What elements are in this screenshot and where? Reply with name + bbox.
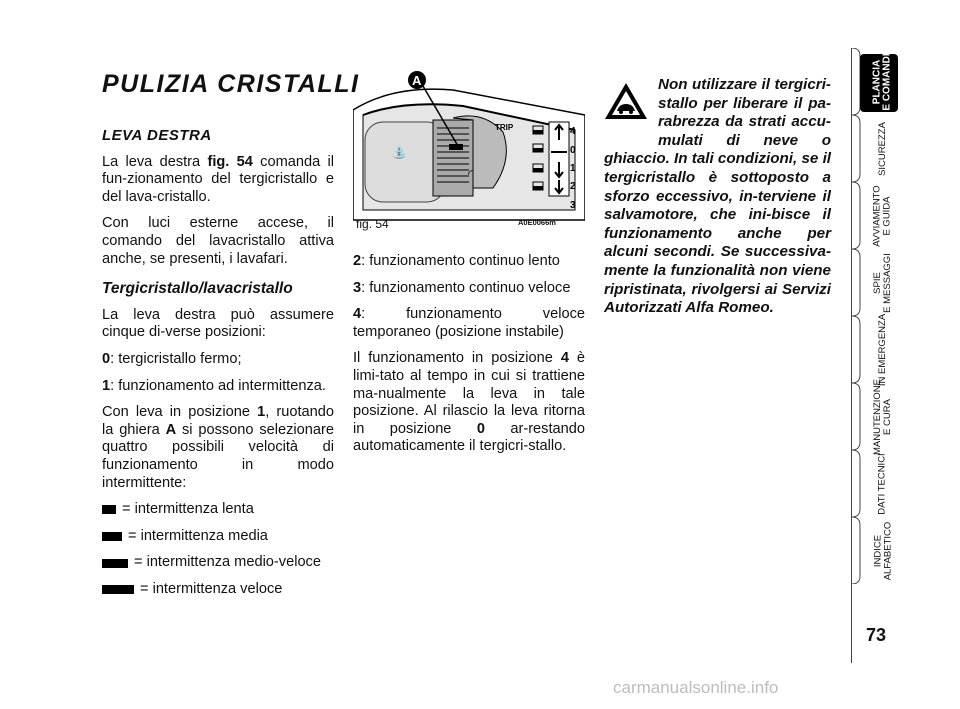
chapter-tab-label: SPIE E MESSAGGI [872, 252, 893, 313]
position-item: 4: funzionamento veloce temporaneo (posizione instabile) [353, 306, 585, 340]
paragraph: La leva destra fig. 54 comanda il fun-zionamento del tergicristallo e del lava-cristallo. [102, 153, 335, 205]
wiper-lever-illustration [353, 70, 585, 232]
chapter-tab[interactable] [851, 450, 903, 517]
speed-bar-icon [102, 532, 122, 541]
legend-item [102, 528, 334, 546]
callout-a: A [412, 73, 422, 88]
legend-text: = intermittenza media [128, 527, 268, 544]
chapter-tab-label: INDICE ALFABETICO [872, 521, 894, 580]
legend-item [102, 581, 334, 599]
figure-code: A0E0066m [518, 218, 556, 227]
position-item: 2: funzionamento continuo lento [353, 253, 560, 269]
page-title: PULIZIA CRISTALLI [102, 70, 360, 98]
right-column [353, 253, 585, 465]
figure-caption: fig. 54 [356, 217, 389, 231]
paragraph: Con luci esterne accese, il comando del lavacristallo attiva anche, se presenti, i lavafari. [102, 215, 334, 267]
paragraph: La leva destra può assumere cinque di-verse posizioni: [102, 306, 334, 341]
chapter-tab[interactable] [851, 378, 903, 455]
position-item: 0: tergicristallo fermo; [102, 350, 242, 367]
legend-text: = intermittenza medio-veloce [134, 554, 321, 571]
chapter-tab-label: PLANCIA E COMANDI [872, 52, 894, 111]
subsection-heading: Tergicristallo/lavacristallo [102, 280, 293, 298]
warning-text: Non utilizzare il tergicri-stallo per liberare il pa-rabrezza da strati accu-mulati di neve o ghiaccio. In tali condizioni, se il tergicristallo è sottoposto a sforzo eccessivo, in-terviene il salvamotore, che ini-bisce il funzionamento anche per alcuni secondi. Se successiva-mente la funzionalità non viene ripristinata, rivolgersi ai Servizi Autorizzati Alfa Romeo. [604, 76, 832, 317]
legend-item [102, 554, 334, 572]
legend-item [102, 501, 334, 519]
position-label: 0 [570, 145, 576, 156]
figure-reference: fig. 54 [207, 153, 253, 170]
position-item: 3: funzionamento continuo veloce [353, 279, 571, 296]
paragraph: Il funzionamento in posizione 4 è limi-tato al tempo in cui si trattiene ma-nualmente la leva in tale posizione. Al rilascio la leva ritorna in posizione 0 ar-restando automaticamente il tergicri-stallo. [353, 350, 585, 455]
left-column [102, 127, 334, 607]
page-number: 73 [865, 625, 887, 645]
speed-bar-icon [102, 559, 128, 568]
chapter-tab-label: DATI TECNICI [877, 452, 888, 515]
legend-text: = intermittenza lenta [122, 501, 254, 518]
watermark: carmanualsonline.info [613, 678, 779, 697]
chapter-tab[interactable] [851, 115, 903, 182]
trip-label: TRIP [495, 123, 514, 132]
section-heading: LEVA DESTRA [102, 127, 212, 144]
chapter-tab-label: AVVIAMENTO E GUIDA [872, 184, 894, 247]
position-label: 4 [570, 126, 576, 137]
wiper-symbol-icon: ◜ [468, 167, 473, 181]
chapter-tab[interactable] [851, 249, 903, 316]
position-item: 1: funzionamento ad intermittenza. [102, 377, 326, 394]
speed-legend [102, 501, 334, 598]
position-label: 1 [570, 163, 576, 174]
speed-bar-icon [102, 505, 116, 514]
washer-symbol-icon: ⛲ [391, 145, 408, 160]
figure-54 [353, 70, 585, 232]
warning-triangle-car-icon [602, 80, 650, 122]
chapter-tab[interactable] [851, 48, 903, 115]
position-label: 3 [570, 200, 576, 211]
speed-bar-icon [102, 585, 134, 594]
chapter-tab[interactable] [851, 313, 903, 386]
chapter-tab-label: IN EMERGENZA [877, 313, 888, 386]
paragraph: Con leva in posizione 1, ruotando la ghiera A si possono selezionare quattro possibili velocità di funzionamento in modo intermittente: [102, 404, 334, 491]
position-label: 2 [570, 181, 576, 192]
chapter-tabs [851, 48, 903, 584]
chapter-tab-label: MANUTENZIONE E CURA [872, 378, 893, 455]
chapter-tab[interactable] [851, 182, 903, 249]
chapter-tab[interactable] [851, 517, 903, 584]
legend-text: = intermittenza veloce [140, 580, 283, 597]
chapter-tab-label: SICUREZZA [877, 121, 888, 176]
